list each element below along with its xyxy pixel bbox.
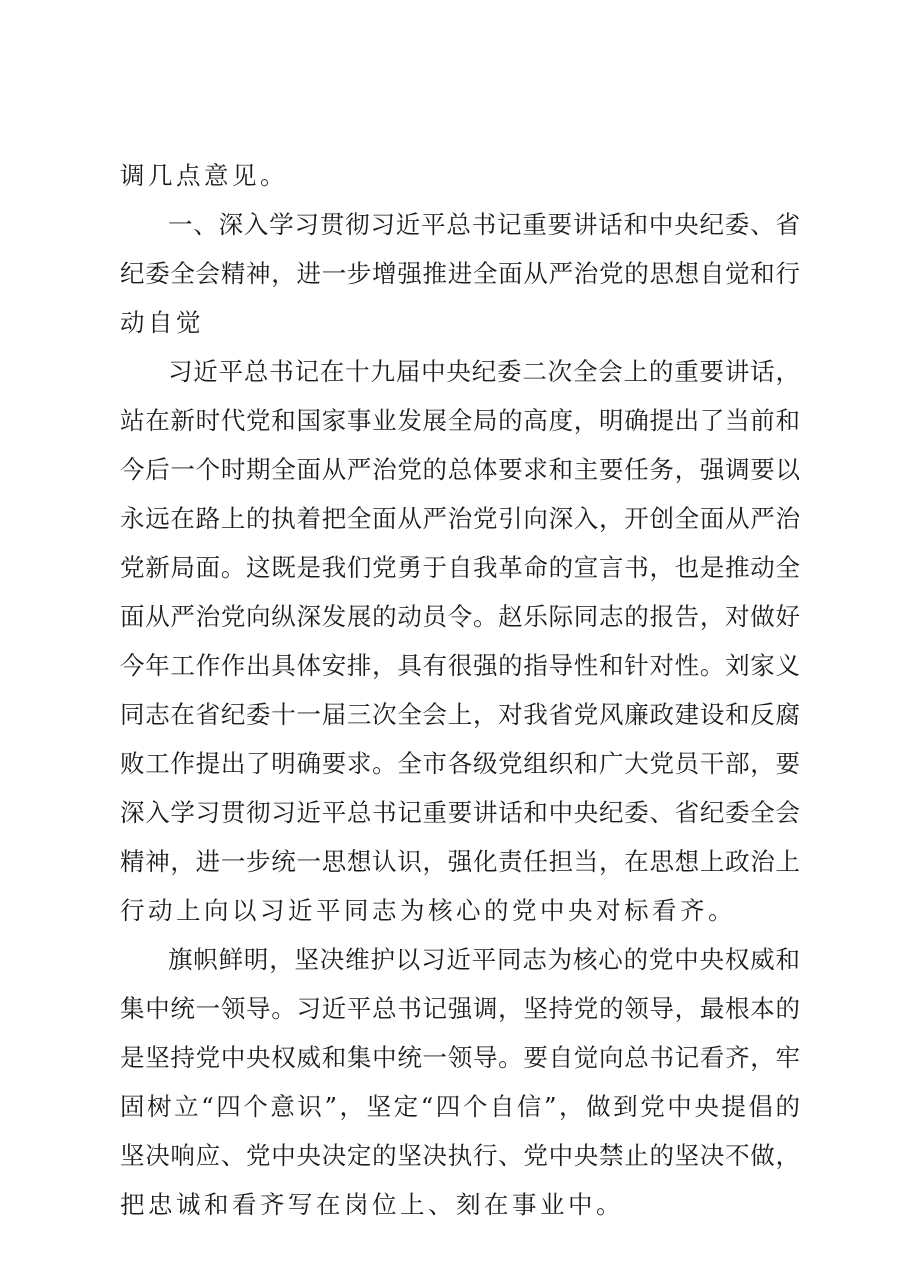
text-line: 是坚持党中央权威和集中统一领导。要自觉向总书记看齐，牢	[120, 1043, 800, 1072]
text-line: 行动上向以习近平同志为核心的党中央对标看齐。	[120, 896, 736, 925]
text-line: 深入学习贯彻习近平总书记重要讲话和中央纪委、省纪委全会	[120, 798, 800, 827]
section-heading-line: 一、深入学习贯彻习近平总书记重要讲话和中央纪委、省	[168, 210, 800, 239]
text-line: 今年工作作出具体安排，具有很强的指导性和针对性。刘家义	[120, 651, 800, 680]
text-line: 习近平总书记在十九届中央纪委二次全会上的重要讲话，	[168, 357, 800, 386]
text-line: 精神，进一步统一思想认识，强化责任担当，在思想上政治上	[120, 847, 800, 876]
text-line: 旗帜鲜明，坚决维护以习近平同志为核心的党中央权威和	[168, 945, 800, 974]
text-line: 同志在省纪委十一届三次全会上，对我省党风廉政建设和反腐	[120, 700, 800, 729]
text-line: 今后一个时期全面从严治党的总体要求和主要任务，强调要以	[120, 455, 800, 484]
text-line: 把忠诚和看齐写在岗位上、刻在事业中。	[120, 1190, 624, 1219]
text-line: 永远在路上的执着把全面从严治党引向深入，开创全面从严治	[120, 504, 800, 533]
text-line: 站在新时代党和国家事业发展全局的高度，明确提出了当前和	[120, 406, 800, 435]
text-line: 调几点意见。	[120, 161, 288, 190]
text-line: 面从严治党向纵深发展的动员令。赵乐际同志的报告，对做好	[120, 602, 800, 631]
text-line: 固树立“四个意识”，坚定“四个自信”，做到党中央提倡的	[120, 1092, 800, 1121]
text-line: 党新局面。这既是我们党勇于自我革命的宣言书，也是推动全	[120, 553, 800, 582]
text-line: 败工作提出了明确要求。全市各级党组织和广大党员干部，要	[120, 749, 800, 778]
text-line: 集中统一领导。习近平总书记强调，坚持党的领导，最根本的	[120, 994, 800, 1023]
section-heading-line: 动自觉	[120, 308, 204, 337]
section-heading-line: 纪委全会精神，进一步增强推进全面从严治党的思想自觉和行	[120, 259, 800, 288]
text-line: 坚决响应、党中央决定的坚决执行、党中央禁止的坚决不做，	[120, 1141, 800, 1170]
